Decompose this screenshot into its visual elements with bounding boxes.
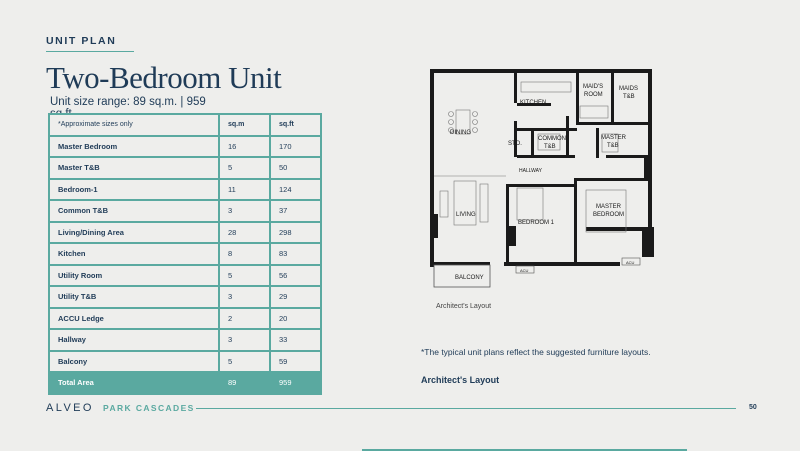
room-name-cell: Utility Room [49, 265, 219, 287]
table-row [49, 157, 321, 179]
table-row [49, 243, 321, 265]
plan-label-master-bedroom-line1: MASTER [596, 204, 622, 210]
sqm-cell: 5 [219, 265, 270, 287]
sqm-cell: 89 [219, 372, 270, 394]
sqm-cell: 3 [219, 286, 270, 308]
room-name-cell: Master Bedroom [49, 136, 219, 158]
page-number: 50 [749, 404, 757, 411]
furniture-note: *The typical unit plans reflect the suggested furniture layouts. [421, 347, 651, 357]
sqft-cell: 124 [270, 179, 321, 201]
plan-label-master-tb-line1: MASTER [601, 135, 627, 141]
sqft-cell: 959 [270, 372, 321, 394]
room-name-cell: Utility T&B [49, 286, 219, 308]
plan-label-balcony: BALCONY [455, 275, 484, 281]
sqm-cell: 28 [219, 222, 270, 244]
approximate-sizes-note: *Approximate sizes only [49, 114, 219, 136]
plan-label-maids-tb-line2: T&B [623, 94, 635, 100]
table-row [49, 200, 321, 222]
sqft-cell: 20 [270, 308, 321, 330]
room-name-cell: Master T&B [49, 157, 219, 179]
sqft-cell: 29 [270, 286, 321, 308]
sqft-cell: 56 [270, 265, 321, 287]
column-header-sqm: sq.m [219, 114, 270, 136]
floor-plan [426, 66, 662, 312]
plan-caption: Architect's Layout [436, 303, 492, 310]
plan-label-bedroom1: BEDROOM 1 [518, 220, 555, 226]
plan-label-hallway: HALLWAY [519, 168, 542, 174]
table-row [49, 222, 321, 244]
area-table [48, 113, 322, 395]
table-row [49, 265, 321, 287]
room-name-cell: Kitchen [49, 243, 219, 265]
plan-label-maids-room-line1: MAID'S [583, 84, 604, 90]
unit-size-range: Unit size range: 89 sq.m. | 959 [50, 96, 206, 108]
plan-label-maids-room-line2: ROOM [584, 92, 603, 98]
sqm-cell: 3 [219, 200, 270, 222]
sqft-cell: 37 [270, 200, 321, 222]
project-name: PARK CASCADES [103, 403, 195, 413]
sqm-cell: 2 [219, 308, 270, 330]
table-header-row [49, 114, 321, 136]
table-row [49, 329, 321, 351]
section-divider [46, 51, 134, 52]
table-row [49, 286, 321, 308]
plan-label-living: LIVING [456, 212, 476, 218]
table-total-row [49, 372, 321, 394]
room-name-cell: Common T&B [49, 200, 219, 222]
sqft-cell: 50 [270, 157, 321, 179]
sqft-cell: 33 [270, 329, 321, 351]
brand-logo: ALVEO [46, 402, 94, 414]
sqm-cell: 16 [219, 136, 270, 158]
table-row [49, 136, 321, 158]
room-name-cell: Living/Dining Area [49, 222, 219, 244]
plan-label-acu-right: ACU [626, 260, 635, 265]
table-row [49, 179, 321, 201]
page-title: Two-Bedroom Unit [46, 60, 282, 95]
sqm-cell: 5 [219, 351, 270, 373]
plan-label-kitchen: KITCHEN [520, 100, 547, 106]
table-row [49, 351, 321, 373]
room-name-cell: Balcony [49, 351, 219, 373]
area-table-body [49, 114, 321, 394]
footer-divider [196, 408, 736, 409]
plan-label-master-bedroom-line2: BEDROOM [593, 212, 625, 218]
sqm-cell: 5 [219, 157, 270, 179]
plan-label-common-tb-line2: T&B [544, 144, 556, 150]
section-label: UNIT PLAN [46, 35, 117, 47]
plan-label-sto: STO. [508, 141, 522, 147]
sqft-cell: 59 [270, 351, 321, 373]
column-header-sqft: sq.ft [270, 114, 321, 136]
sqft-cell: 170 [270, 136, 321, 158]
room-name-cell: Bedroom-1 [49, 179, 219, 201]
sqft-cell: 83 [270, 243, 321, 265]
plan-label-acu-left: ACU [520, 268, 529, 273]
table-row [49, 308, 321, 330]
plan-label-dining: DINING [450, 130, 471, 136]
plan-label-maids-tb-line1: MAIDS [619, 86, 639, 92]
room-name-cell: Total Area [49, 372, 219, 394]
sqm-cell: 11 [219, 179, 270, 201]
room-name-cell: Hallway [49, 329, 219, 351]
sqm-cell: 3 [219, 329, 270, 351]
sqft-cell: 298 [270, 222, 321, 244]
room-name-cell: ACCU Ledge [49, 308, 219, 330]
layout-label: Architect's Layout [421, 375, 500, 385]
plan-label-common-tb-line1: COMMON [538, 136, 566, 142]
plan-label-master-tb-line2: T&B [607, 143, 619, 149]
sqm-cell: 8 [219, 243, 270, 265]
